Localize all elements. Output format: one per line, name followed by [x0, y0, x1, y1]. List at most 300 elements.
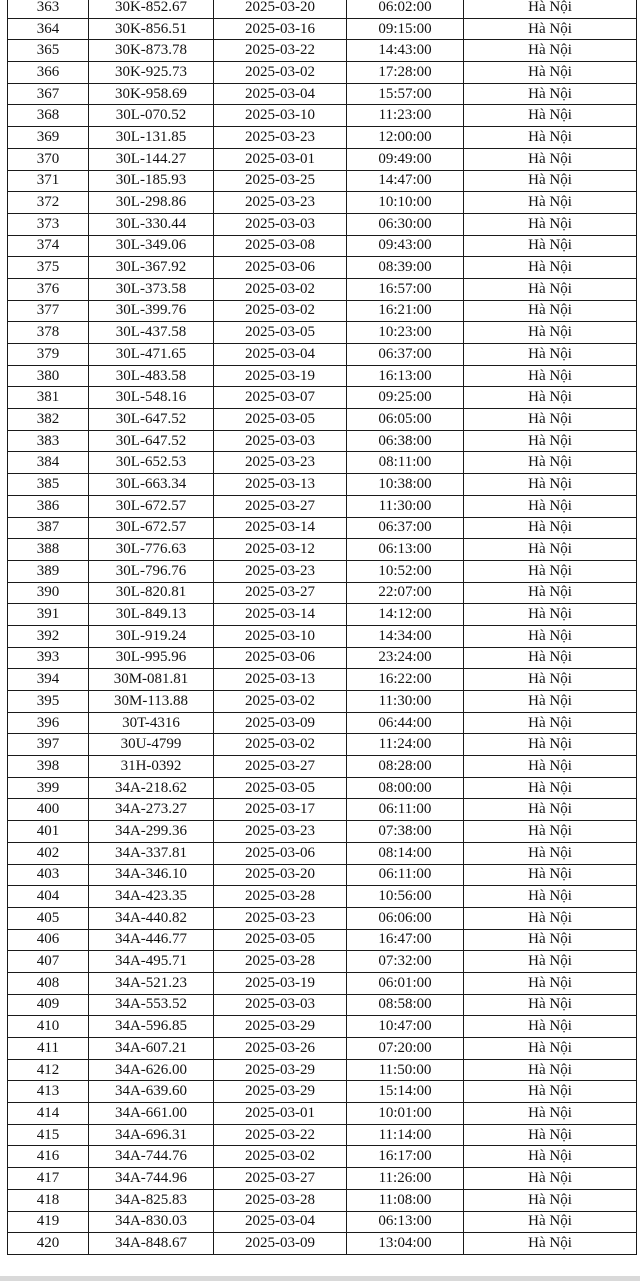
table-row	[8, 322, 637, 344]
violation-table-sheet	[7, 0, 636, 1255]
table-row	[8, 842, 637, 864]
location-cell: Hà Nội	[464, 821, 637, 843]
table-row	[8, 734, 637, 756]
row-number-cell: 392	[8, 625, 89, 647]
violation-time-cell: 11:30:00	[347, 495, 464, 517]
row-number-cell: 412	[8, 1059, 89, 1081]
violation-date-cell: 2025-03-20	[214, 0, 347, 18]
row-number-cell: 385	[8, 474, 89, 496]
row-number-cell: 404	[8, 886, 89, 908]
violation-date-cell: 2025-03-12	[214, 539, 347, 561]
violation-time-cell: 06:44:00	[347, 712, 464, 734]
location-cell: Hà Nội	[464, 344, 637, 366]
license-plate-cell: 30U-4799	[89, 734, 214, 756]
location-cell: Hà Nội	[464, 105, 637, 127]
license-plate-cell: 30L-070.52	[89, 105, 214, 127]
violation-time-cell: 23:24:00	[347, 647, 464, 669]
table-row	[8, 148, 637, 170]
violation-date-cell: 2025-03-02	[214, 300, 347, 322]
table-row	[8, 40, 637, 62]
violation-date-cell: 2025-03-22	[214, 1124, 347, 1146]
violation-date-cell: 2025-03-06	[214, 257, 347, 279]
license-plate-cell: 34A-521.23	[89, 972, 214, 994]
row-number-cell: 379	[8, 344, 89, 366]
violation-date-cell: 2025-03-05	[214, 322, 347, 344]
row-number-cell: 394	[8, 669, 89, 691]
table-row	[8, 864, 637, 886]
violation-date-cell: 2025-03-09	[214, 1233, 347, 1255]
violation-time-cell: 06:06:00	[347, 907, 464, 929]
violation-date-cell: 2025-03-07	[214, 387, 347, 409]
location-cell: Hà Nội	[464, 734, 637, 756]
table-row	[8, 647, 637, 669]
license-plate-cell: 34A-744.76	[89, 1146, 214, 1168]
violation-date-cell: 2025-03-02	[214, 62, 347, 84]
violation-time-cell: 11:23:00	[347, 105, 464, 127]
violation-time-cell: 08:14:00	[347, 842, 464, 864]
row-number-cell: 417	[8, 1168, 89, 1190]
table-row	[8, 604, 637, 626]
violation-time-cell: 11:24:00	[347, 734, 464, 756]
violation-time-cell: 16:22:00	[347, 669, 464, 691]
table-row	[8, 387, 637, 409]
location-cell: Hà Nội	[464, 907, 637, 929]
location-cell: Hà Nội	[464, 322, 637, 344]
table-row	[8, 127, 637, 149]
table-row	[8, 1233, 637, 1255]
table-row	[8, 0, 637, 18]
location-cell: Hà Nội	[464, 1016, 637, 1038]
violation-time-cell: 14:34:00	[347, 625, 464, 647]
violation-date-cell: 2025-03-13	[214, 669, 347, 691]
table-row	[8, 365, 637, 387]
row-number-cell: 371	[8, 170, 89, 192]
violation-time-cell: 06:13:00	[347, 539, 464, 561]
violation-date-cell: 2025-03-03	[214, 213, 347, 235]
violation-time-cell: 06:05:00	[347, 409, 464, 431]
row-number-cell: 373	[8, 213, 89, 235]
bottom-edge	[0, 1276, 640, 1281]
violation-time-cell: 06:37:00	[347, 517, 464, 539]
violation-time-cell: 08:11:00	[347, 452, 464, 474]
row-number-cell: 365	[8, 40, 89, 62]
table-row	[8, 691, 637, 713]
location-cell: Hà Nội	[464, 409, 637, 431]
location-cell: Hà Nội	[464, 886, 637, 908]
license-plate-cell: 34A-639.60	[89, 1081, 214, 1103]
license-plate-cell: 34A-299.36	[89, 821, 214, 843]
location-cell: Hà Nội	[464, 669, 637, 691]
license-plate-cell: 30L-796.76	[89, 560, 214, 582]
row-number-cell: 411	[8, 1038, 89, 1060]
license-plate-cell: 31H-0392	[89, 756, 214, 778]
row-number-cell: 416	[8, 1146, 89, 1168]
row-number-cell: 409	[8, 994, 89, 1016]
violation-time-cell: 09:15:00	[347, 18, 464, 40]
violation-time-cell: 06:13:00	[347, 1211, 464, 1233]
location-cell: Hà Nội	[464, 83, 637, 105]
row-number-cell: 415	[8, 1124, 89, 1146]
violation-date-cell: 2025-03-23	[214, 127, 347, 149]
location-cell: Hà Nội	[464, 18, 637, 40]
location-cell: Hà Nội	[464, 691, 637, 713]
location-cell: Hà Nội	[464, 278, 637, 300]
license-plate-cell: 30L-919.24	[89, 625, 214, 647]
row-number-cell: 388	[8, 539, 89, 561]
license-plate-cell: 30L-672.57	[89, 517, 214, 539]
violation-time-cell: 10:23:00	[347, 322, 464, 344]
violation-date-cell: 2025-03-05	[214, 777, 347, 799]
violation-date-cell: 2025-03-10	[214, 105, 347, 127]
violation-time-cell: 11:50:00	[347, 1059, 464, 1081]
location-cell: Hà Nội	[464, 842, 637, 864]
location-cell: Hà Nội	[464, 1146, 637, 1168]
violation-time-cell: 10:56:00	[347, 886, 464, 908]
table-row	[8, 517, 637, 539]
location-cell: Hà Nội	[464, 365, 637, 387]
license-plate-cell: 30K-873.78	[89, 40, 214, 62]
license-plate-cell: 30L-330.44	[89, 213, 214, 235]
row-number-cell: 386	[8, 495, 89, 517]
table-row	[8, 1038, 637, 1060]
violation-time-cell: 10:52:00	[347, 560, 464, 582]
violation-date-cell: 2025-03-01	[214, 148, 347, 170]
table-row	[8, 257, 637, 279]
violation-time-cell: 11:30:00	[347, 691, 464, 713]
row-number-cell: 405	[8, 907, 89, 929]
violation-time-cell: 11:26:00	[347, 1168, 464, 1190]
license-plate-cell: 34A-446.77	[89, 929, 214, 951]
row-number-cell: 396	[8, 712, 89, 734]
violation-time-cell: 11:08:00	[347, 1189, 464, 1211]
table-row	[8, 929, 637, 951]
license-plate-cell: 30L-367.92	[89, 257, 214, 279]
row-number-cell: 370	[8, 148, 89, 170]
table-row	[8, 886, 637, 908]
violation-date-cell: 2025-03-13	[214, 474, 347, 496]
violation-time-cell: 06:02:00	[347, 0, 464, 18]
table-row	[8, 409, 637, 431]
table-row	[8, 1103, 637, 1125]
violation-time-cell: 09:43:00	[347, 235, 464, 257]
license-plate-cell: 30L-437.58	[89, 322, 214, 344]
license-plate-cell: 34A-661.00	[89, 1103, 214, 1125]
violation-time-cell: 07:32:00	[347, 951, 464, 973]
violation-time-cell: 08:28:00	[347, 756, 464, 778]
table-row	[8, 799, 637, 821]
table-row	[8, 582, 637, 604]
license-plate-cell: 34A-830.03	[89, 1211, 214, 1233]
row-number-cell: 375	[8, 257, 89, 279]
violation-time-cell: 09:49:00	[347, 148, 464, 170]
row-number-cell: 384	[8, 452, 89, 474]
row-number-cell: 376	[8, 278, 89, 300]
violation-date-cell: 2025-03-29	[214, 1059, 347, 1081]
violation-date-cell: 2025-03-19	[214, 365, 347, 387]
location-cell: Hà Nội	[464, 474, 637, 496]
table-row	[8, 1124, 637, 1146]
violation-time-cell: 11:14:00	[347, 1124, 464, 1146]
location-cell: Hà Nội	[464, 864, 637, 886]
license-plate-cell: 30L-652.53	[89, 452, 214, 474]
violation-time-cell: 08:39:00	[347, 257, 464, 279]
license-plate-cell: 34A-218.62	[89, 777, 214, 799]
table-row	[8, 669, 637, 691]
location-cell: Hà Nội	[464, 951, 637, 973]
violation-time-cell: 16:47:00	[347, 929, 464, 951]
violation-date-cell: 2025-03-02	[214, 278, 347, 300]
violation-date-cell: 2025-03-20	[214, 864, 347, 886]
table-row	[8, 821, 637, 843]
license-plate-cell: 34A-553.52	[89, 994, 214, 1016]
location-cell: Hà Nội	[464, 1081, 637, 1103]
violation-time-cell: 10:01:00	[347, 1103, 464, 1125]
license-plate-cell: 30L-483.58	[89, 365, 214, 387]
location-cell: Hà Nội	[464, 213, 637, 235]
row-number-cell: 408	[8, 972, 89, 994]
license-plate-cell: 30T-4316	[89, 712, 214, 734]
violation-time-cell: 09:25:00	[347, 387, 464, 409]
table-row	[8, 1168, 637, 1190]
table-row	[8, 18, 637, 40]
location-cell: Hà Nội	[464, 148, 637, 170]
violation-time-cell: 06:01:00	[347, 972, 464, 994]
violation-date-cell: 2025-03-04	[214, 1211, 347, 1233]
license-plate-cell: 30L-672.57	[89, 495, 214, 517]
violation-time-cell: 14:47:00	[347, 170, 464, 192]
license-plate-cell: 30M-081.81	[89, 669, 214, 691]
location-cell: Hà Nội	[464, 495, 637, 517]
location-cell: Hà Nội	[464, 1059, 637, 1081]
violation-time-cell: 17:28:00	[347, 62, 464, 84]
location-cell: Hà Nội	[464, 517, 637, 539]
license-plate-cell: 30L-820.81	[89, 582, 214, 604]
violation-date-cell: 2025-03-28	[214, 1189, 347, 1211]
violation-date-cell: 2025-03-23	[214, 560, 347, 582]
violation-time-cell: 16:21:00	[347, 300, 464, 322]
license-plate-cell: 34A-495.71	[89, 951, 214, 973]
table-row	[8, 1059, 637, 1081]
row-number-cell: 395	[8, 691, 89, 713]
location-cell: Hà Nội	[464, 712, 637, 734]
row-number-cell: 410	[8, 1016, 89, 1038]
violation-time-cell: 06:37:00	[347, 344, 464, 366]
row-number-cell: 419	[8, 1211, 89, 1233]
violation-date-cell: 2025-03-23	[214, 192, 347, 214]
violation-time-cell: 06:38:00	[347, 430, 464, 452]
row-number-cell: 369	[8, 127, 89, 149]
table-row	[8, 1189, 637, 1211]
violation-time-cell: 10:47:00	[347, 1016, 464, 1038]
violation-date-cell: 2025-03-04	[214, 344, 347, 366]
table-row	[8, 907, 637, 929]
location-cell: Hà Nội	[464, 1038, 637, 1060]
license-plate-cell: 30K-958.69	[89, 83, 214, 105]
location-cell: Hà Nội	[464, 192, 637, 214]
row-number-cell: 393	[8, 647, 89, 669]
row-number-cell: 397	[8, 734, 89, 756]
license-plate-cell: 30L-647.52	[89, 430, 214, 452]
row-number-cell: 364	[8, 18, 89, 40]
row-number-cell: 378	[8, 322, 89, 344]
location-cell: Hà Nội	[464, 994, 637, 1016]
row-number-cell: 420	[8, 1233, 89, 1255]
table-row	[8, 213, 637, 235]
violation-time-cell: 07:38:00	[347, 821, 464, 843]
table-row	[8, 994, 637, 1016]
row-number-cell: 381	[8, 387, 89, 409]
violation-time-cell: 06:11:00	[347, 864, 464, 886]
violation-date-cell: 2025-03-28	[214, 951, 347, 973]
table-row	[8, 495, 637, 517]
violation-date-cell: 2025-03-22	[214, 40, 347, 62]
row-number-cell: 380	[8, 365, 89, 387]
location-cell: Hà Nội	[464, 582, 637, 604]
location-cell: Hà Nội	[464, 1168, 637, 1190]
location-cell: Hà Nội	[464, 539, 637, 561]
table-row	[8, 1146, 637, 1168]
location-cell: Hà Nội	[464, 257, 637, 279]
row-number-cell: 414	[8, 1103, 89, 1125]
row-number-cell: 368	[8, 105, 89, 127]
violation-date-cell: 2025-03-08	[214, 235, 347, 257]
location-cell: Hà Nội	[464, 777, 637, 799]
violation-time-cell: 06:11:00	[347, 799, 464, 821]
row-number-cell: 399	[8, 777, 89, 799]
table-row	[8, 170, 637, 192]
violation-date-cell: 2025-03-09	[214, 712, 347, 734]
violation-time-cell: 16:17:00	[347, 1146, 464, 1168]
license-plate-cell: 34A-825.83	[89, 1189, 214, 1211]
table-row	[8, 1211, 637, 1233]
table-row	[8, 452, 637, 474]
location-cell: Hà Nội	[464, 1189, 637, 1211]
table-row	[8, 1081, 637, 1103]
license-plate-cell: 30K-925.73	[89, 62, 214, 84]
license-plate-cell: 30M-113.88	[89, 691, 214, 713]
table-row	[8, 192, 637, 214]
license-plate-cell: 30L-298.86	[89, 192, 214, 214]
violation-date-cell: 2025-03-03	[214, 994, 347, 1016]
violation-date-cell: 2025-03-14	[214, 604, 347, 626]
row-number-cell: 403	[8, 864, 89, 886]
table-row	[8, 83, 637, 105]
license-plate-cell: 34A-346.10	[89, 864, 214, 886]
license-plate-cell: 30L-144.27	[89, 148, 214, 170]
row-number-cell: 389	[8, 560, 89, 582]
table-row	[8, 972, 637, 994]
violation-date-cell: 2025-03-01	[214, 1103, 347, 1125]
row-number-cell: 400	[8, 799, 89, 821]
violation-time-cell: 06:30:00	[347, 213, 464, 235]
table-row	[8, 300, 637, 322]
location-cell: Hà Nội	[464, 625, 637, 647]
violation-date-cell: 2025-03-04	[214, 83, 347, 105]
row-number-cell: 402	[8, 842, 89, 864]
table-row	[8, 105, 637, 127]
violation-date-cell: 2025-03-25	[214, 170, 347, 192]
table-row	[8, 625, 637, 647]
violation-date-cell: 2025-03-02	[214, 734, 347, 756]
violation-time-cell: 22:07:00	[347, 582, 464, 604]
violation-date-cell: 2025-03-16	[214, 18, 347, 40]
license-plate-cell: 34A-848.67	[89, 1233, 214, 1255]
violation-date-cell: 2025-03-23	[214, 821, 347, 843]
violation-date-cell: 2025-03-02	[214, 1146, 347, 1168]
location-cell: Hà Nội	[464, 0, 637, 18]
row-number-cell: 407	[8, 951, 89, 973]
row-number-cell: 387	[8, 517, 89, 539]
table-row	[8, 777, 637, 799]
location-cell: Hà Nội	[464, 170, 637, 192]
location-cell: Hà Nội	[464, 604, 637, 626]
license-plate-cell: 34A-626.00	[89, 1059, 214, 1081]
row-number-cell: 418	[8, 1189, 89, 1211]
violation-date-cell: 2025-03-29	[214, 1081, 347, 1103]
location-cell: Hà Nội	[464, 1211, 637, 1233]
license-plate-cell: 30K-856.51	[89, 18, 214, 40]
table-row	[8, 474, 637, 496]
location-cell: Hà Nội	[464, 647, 637, 669]
table-row	[8, 62, 637, 84]
location-cell: Hà Nội	[464, 387, 637, 409]
violation-date-cell: 2025-03-27	[214, 582, 347, 604]
location-cell: Hà Nội	[464, 235, 637, 257]
table-row	[8, 235, 637, 257]
violation-date-cell: 2025-03-14	[214, 517, 347, 539]
row-number-cell: 363	[8, 0, 89, 18]
table-row	[8, 560, 637, 582]
violation-time-cell: 10:10:00	[347, 192, 464, 214]
violation-date-cell: 2025-03-23	[214, 452, 347, 474]
license-plate-cell: 30L-647.52	[89, 409, 214, 431]
row-number-cell: 398	[8, 756, 89, 778]
row-number-cell: 391	[8, 604, 89, 626]
license-plate-cell: 34A-273.27	[89, 799, 214, 821]
location-cell: Hà Nội	[464, 40, 637, 62]
violation-date-cell: 2025-03-26	[214, 1038, 347, 1060]
violation-time-cell: 15:14:00	[347, 1081, 464, 1103]
location-cell: Hà Nội	[464, 300, 637, 322]
violation-date-cell: 2025-03-02	[214, 691, 347, 713]
violation-date-cell: 2025-03-23	[214, 907, 347, 929]
license-plate-cell: 30L-471.65	[89, 344, 214, 366]
location-cell: Hà Nội	[464, 452, 637, 474]
violation-date-cell: 2025-03-27	[214, 495, 347, 517]
row-number-cell: 374	[8, 235, 89, 257]
table-row	[8, 539, 637, 561]
violation-date-cell: 2025-03-19	[214, 972, 347, 994]
license-plate-cell: 34A-440.82	[89, 907, 214, 929]
table-row	[8, 1016, 637, 1038]
violation-time-cell: 07:20:00	[347, 1038, 464, 1060]
location-cell: Hà Nội	[464, 430, 637, 452]
license-plate-cell: 30L-663.34	[89, 474, 214, 496]
location-cell: Hà Nội	[464, 560, 637, 582]
row-number-cell: 367	[8, 83, 89, 105]
violation-date-cell: 2025-03-17	[214, 799, 347, 821]
license-plate-cell: 34A-607.21	[89, 1038, 214, 1060]
violation-date-cell: 2025-03-28	[214, 886, 347, 908]
license-plate-cell: 34A-596.85	[89, 1016, 214, 1038]
violation-date-cell: 2025-03-27	[214, 756, 347, 778]
license-plate-cell: 30L-373.58	[89, 278, 214, 300]
table-row	[8, 430, 637, 452]
row-number-cell: 366	[8, 62, 89, 84]
row-number-cell: 401	[8, 821, 89, 843]
violation-time-cell: 14:43:00	[347, 40, 464, 62]
violation-time-cell: 08:00:00	[347, 777, 464, 799]
